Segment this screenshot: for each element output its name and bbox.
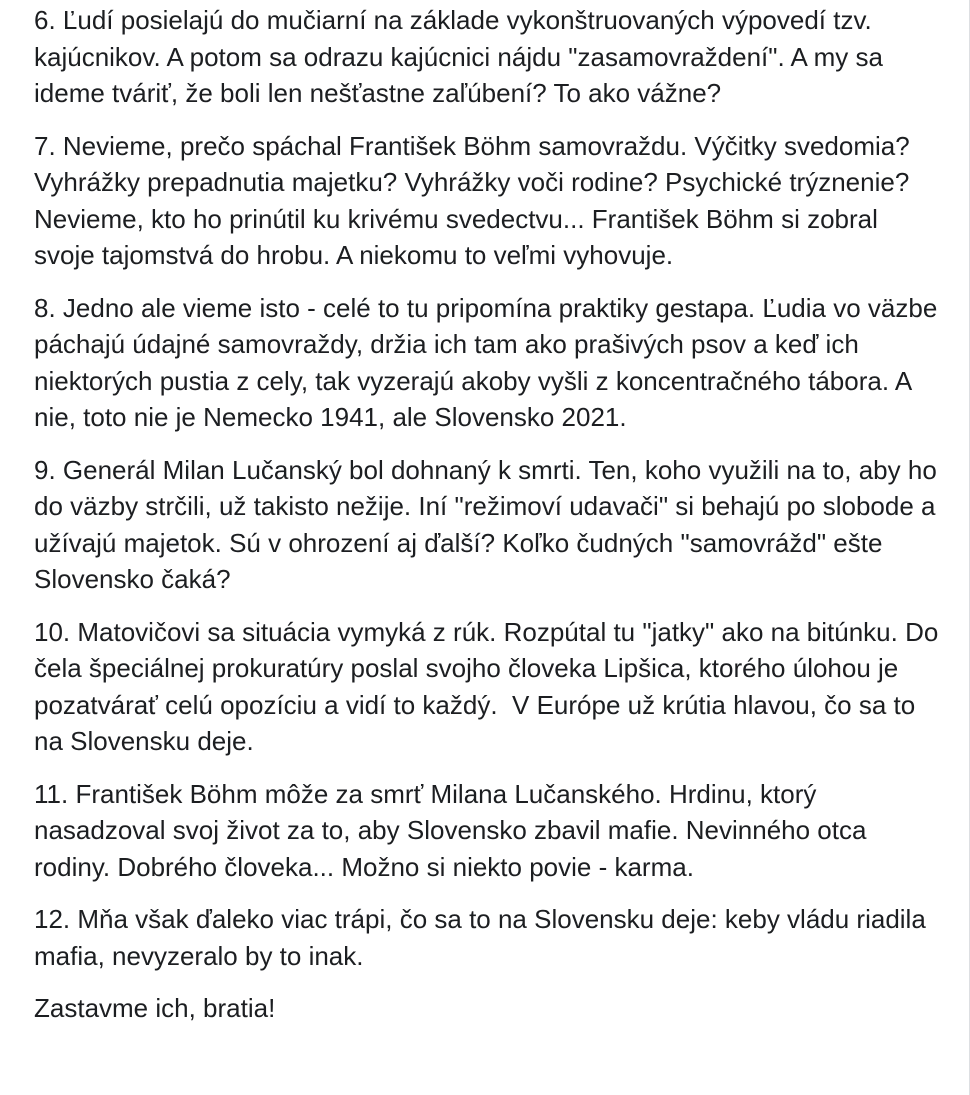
post-closing-line: Zastavme ich, bratia! — [34, 993, 276, 1023]
post-paragraph-6: 6. Ľudí posielajú do mučiarní na základe vykonštruovaných výpovedí tzv. kajúcnikov. A potom sa odrazu kajúcnici nájdu "zasamovraždení". A my sa ideme tváriť, že boli len nešťastne zaľúbení? To ako vážne? — [34, 5, 891, 108]
post-paragraph-9: 9. Generál Milan Lučanský bol dohnaný k smrti. Ten, koho využili na to, aby ho do väzby strčili, už takisto nežije. Iní "režimoví udavači" si behajú po slobode a užívajú majetok. Sú v ohrození aj ďalší? Koľko čudných "samovrážd" ešte Slovensko čaká? — [34, 454, 945, 594]
post-paragraph-11: 11. František Böhm môže za smrť Milana Lučanského. Hrdinu, ktorý nasadzoval svoj život za to, aby Slovensko zbavil mafie. Nevinného otca rodiny. Dobrého človeka... Možno si niekto povie - karma. — [34, 778, 874, 882]
post-paragraph-12: 12. Mňa však ďaleko viac trápi, čo sa to na Slovensku deje: keby vládu riadila mafia, nevyzeralo by to inak. — [34, 904, 934, 971]
post-text — [34, 2, 944, 1027]
post-paragraph-7: 7. Nevieme, prečo spáchal František Böhm samovraždu. Výčitky svedomia? Vyhrážky prepadnutia majetku? Vyhrážky voči rodine? Psychické trýznenie? Nevieme, kto ho prinútil ku krivému svedectvu... František Böhm si zobral svoje tajomstvá do hrobu. A niekomu to veľmi vyhovuje. — [34, 130, 917, 270]
post-paragraph-10: 10. Matovičovi sa situácia vymyká z rúk. Rozpútal tu "jatky" ako na bitúnku. Do čela špeciálnej prokuratúry poslal svojho človeka Lipšica, ktorého úlohou je pozatvárať celú opozíciu a vidí to každý. V Európe už krútia hlavou, čo sa to na Slovensku deje. — [34, 616, 946, 756]
post-paragraph-8: 8. Jedno ale vieme isto - celé to tu pripomína praktiky gestapa. Ľudia vo väzbe páchajú údajné samovraždy, držia ich tam ako prašivých psov a keď ich niektorých pustia z cely, tak vyzerajú akoby vyšli z koncentračného tábora. A nie, toto nie je Nemecko 1941, ale Slovensko 2021. — [34, 292, 945, 432]
